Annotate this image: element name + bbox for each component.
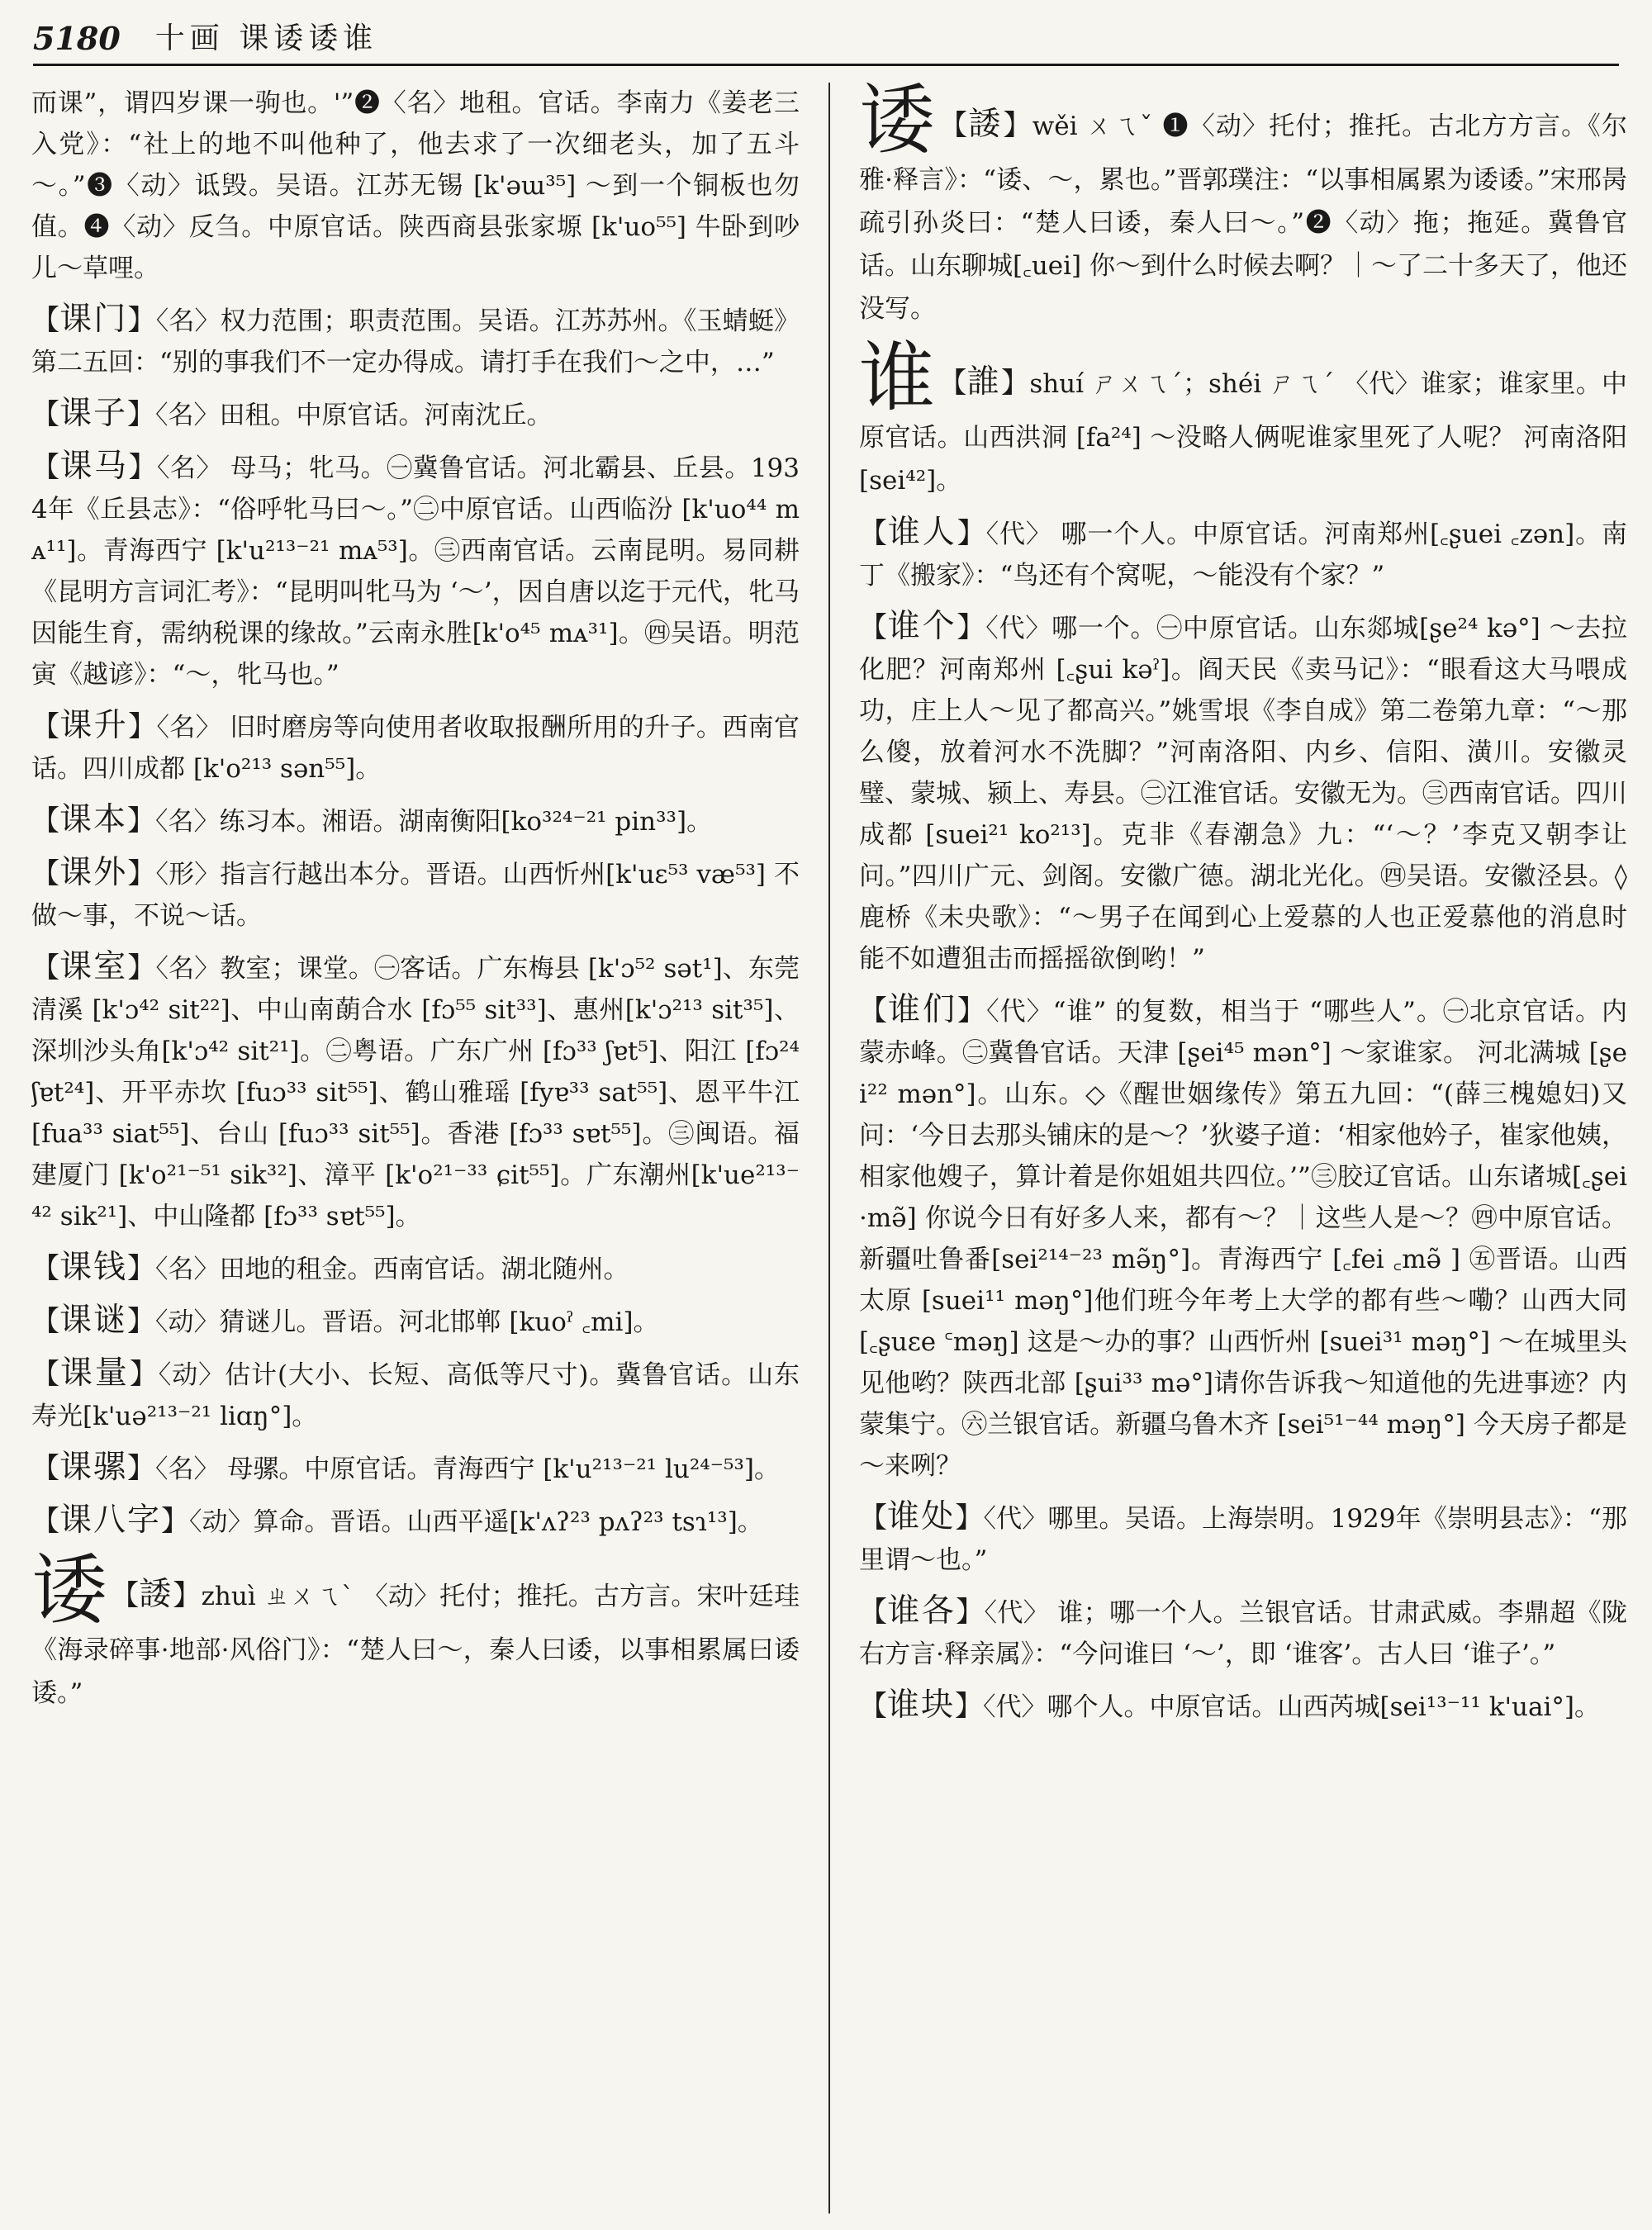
sub-entry: 【课室】〈名〉教室；课堂。㊀客话。广东梅县 [k'ɔ⁵² sət¹]、东莞清溪 [k'ɔ⁴² sit²²]、中山南蓢合水 [fɔ⁵⁵ sit³³]、惠州[k'ɔ²¹³ sit³⁵]、深圳沙头角[k'ɔ⁴² sit²¹]。㊁粤语。广东广州 [fɔ³³ ʃɐt⁵]、阳江 [fɔ²⁴ ʃɐt²⁴]、开平赤坎 [fuɔ³³ sit⁵⁵]、鹤山雅瑶 [fyɐ³³ sat⁵⁵]、恩平牛江 [fua³³ siat⁵⁵]、台山 [fuɔ³³ sit⁵⁵]。香港 [fɔ³³ sɐt⁵⁵]。㊂闽语。福建厦门 [k'o²¹⁻⁵¹ sik³²]、漳平 [k'o²¹⁻³³ ɕit⁵⁵]。广东潮州[k'ue²¹³⁻⁴² sik²¹]、中山隆都 [fɔ³³ sɐt⁵⁵]。 bbox=[31, 948, 800, 1231]
sub-entry: 【课谜】〈动〉猜谜儿。晋语。河北邯郸 [kuoˀ ꜀mi]。 bbox=[31, 1302, 659, 1339]
sub-entry: 【课升】〈名〉 旧时磨房等向使用者收取报酬所用的升子。西南官话。四川成都 [k'o²¹³ sən⁵⁵]。 bbox=[31, 707, 800, 784]
sub-entry: 【谁们】〈代〉“谁” 的复数，相当于 “哪些人”。㊀北京官话。内蒙赤峰。㊁冀鲁官话。天津 [ʂei⁴⁵ mən°] ～家谁家。 河北满城 [ʂei²² mən°]。山东。◇《醒世姻缘传》第五九回：“(薛三槐媳妇)又问：‘今日去那头铺床的是～？’狄婆子道：‘相家他妗子，崔家他姨，相家他嫂子，算计着是你姐姐共四位。’”㊂胶辽官话。山东诸城[꜀ʂei ·mə̃] 你说今日有好多人来，都有～？｜这些人是～？㊃中原官话。新疆吐鲁番[sei²¹⁴⁻²³ mə̃ŋ°]。青海西宁 [꜀fei ꜀mə̃ ] ㊄晋语。山西太原 [suei¹¹ məŋ°]他们班今年考上大学的都有些～嘞？山西大同 [꜀ʂuɛe ꜂məŋ] 这是～办的事？山西忻州 [suei³¹ məŋ°] ～在城里头见他哟？陕西北部 [ʂui³³ mə°]请你告诉我～知道他的先进事迹？内蒙集宁。㊅兰银官话。新疆乌鲁木齐 [sei⁵¹⁻⁴⁴ məŋ°] 今天房子都是～来咧？ bbox=[859, 991, 1627, 1481]
sub-entry: 【课子】〈名〉田租。中原官话。河南沈丘。 bbox=[31, 395, 553, 432]
entry-body: 〈形〉指言行越出本分。晋语。山西忻州[k'uɛ⁵³ væ⁵³] 不做～事，不说～话。 bbox=[31, 860, 800, 931]
page-running-title: 十画 课诿诿谁 bbox=[154, 21, 378, 55]
sub-entry: 【课外】〈形〉指言行越出本分。晋语。山西忻州[k'uɛ⁵³ væ⁵³] 不做～事，不说～话。 bbox=[31, 854, 800, 931]
sub-entry: 【谁个】〈代〉哪一个。㊀中原官话。山东郯城[ʂe²⁴ kə°] ～去拉化肥？河南郑州 [꜀ʂui kəˀ]。阎天民《卖马记》：“眼看这大马喂成功，庄上人～见了都高兴。”姚雪垠《李自成》第二卷第九章：“～那么傻，放着河水不洗脚？”河南洛阳、内乡、信阳、潢川。安徽灵璧、蒙城、颍上、寿县。㊁江淮官话。安徽无为。㊂西南官话。四川成都 [suei²¹ ko²¹³]。克非《春潮急》九：“‘～？’李克又朝李让问。”四川广元、剑阁。安徽广德。湖北光化。㊃吴语。安徽泾县。◊鹿桥《未央歌》：“～男子在闻到心上爱慕的人也正爱慕他的消息时能不如遭狙击而摇摇欲倒哟！” bbox=[859, 608, 1627, 974]
character-entry: 诿 【諉】wěi ㄨㄟˇ ❶〈动〉托付；推托。古北方方言。《尔雅·释言》：“诿、～，累也。”晋郭璞注：“以事相属累为诿诿。”宋邢昺疏引孙炎曰：“楚人曰诿，秦人曰～。”❷〈动〉拖；拖延。冀鲁官话。山东聊城[꜀uei] 你～到什么时候去啊？｜～了二十多天了，他还没写。 bbox=[859, 83, 1627, 330]
entry-body: 〈代〉哪里。吴语。上海崇明。1929年《崇明县志》：“那里谓～也。” bbox=[859, 1504, 1627, 1575]
entry-body: 〈名〉权力范围；职责范围。吴语。江苏苏州。《玉蜻蜓》第二五回：“别的事我们不一定办得成。请打手在我们～之中，…” bbox=[31, 306, 800, 377]
entry-body: wěi ㄨㄟˇ ❶〈动〉托付；推托。古北方方言。《尔雅·释言》：“诿、～，累也。”晋郭璞注：“以事相属累为诿诿。”宋邢昺疏引孙炎曰：“楚人曰诿，秦人曰～。”❷〈动〉拖；拖延。冀鲁官话。山东聊城[꜀uei] 你～到什么时候去啊？｜～了二十多天了，他还没写。 bbox=[859, 112, 1627, 324]
entry-body: 〈名〉 母骡。中原官话。青海西宁 [k'u²¹³⁻²¹ lu²⁴⁻⁵³]。 bbox=[155, 1454, 780, 1484]
sub-entry: 【课马】〈名〉 母马；牝马。㊀冀鲁官话。河北霸县、丘县。1934年《丘县志》：“俗呼牝马曰～。”㊁中原官话。山西临汾 [k'uo⁴⁴ mᴀ¹¹]。青海西宁 [k'u²¹³⁻²¹ mᴀ⁵³]。㊂西南官话。云南昆明。易同耕《昆明方言词汇考》：“昆明叫牝马为 ‘～’，因自唐以迄于元代，牝马因能生育，需纳税课的缘故。”云南永胜[k'o⁴⁵ mᴀ³¹]。㊃吴语。明范寅《越谚》：“～，牝马也。” bbox=[31, 448, 800, 690]
page-number: 5180 bbox=[33, 20, 121, 57]
sub-entry: 【课八字】〈动〉算命。晋语。山西平遥[k'ʌʔ²³ pʌʔ²³ tsɿ¹³]。 bbox=[31, 1502, 763, 1539]
entry-headword: 课谜 bbox=[59, 1302, 128, 1339]
character-headword: 诿 bbox=[859, 83, 937, 164]
sub-entry: 【课骡】〈名〉 母骡。中原官话。青海西宁 [k'u²¹³⁻²¹ lu²⁴⁻⁵³]。 bbox=[31, 1449, 780, 1486]
left-column bbox=[31, 83, 800, 2213]
entry-body: 而课”，谓四岁课一驹也。'”❷〈名〉地租。官话。李南力《姜老三入党》：“社上的地不叫他种了，他去求了一次细老头，加了五斗～。”❸〈动〉诋毁。吴语。江苏无锡 [k'əɯ³⁵] ～到一个铜板也勿值。❹〈动〉反刍。中原官话。陕西商县张家塬 [k'uo⁵⁵] 牛卧到吵儿～草哩。 bbox=[31, 88, 800, 283]
traditional-form: 誰 bbox=[966, 363, 1001, 401]
entry-headword: 课室 bbox=[59, 948, 128, 985]
entry-headword: 课量 bbox=[59, 1355, 130, 1392]
entry-body: 〈动〉估计(大小、长短、高低等尺寸)。冀鲁官话。山东寿光[k'uə²¹³⁻²¹ liɑŋ°]。 bbox=[31, 1360, 800, 1431]
page-header bbox=[33, 15, 1619, 66]
entry-headword: 课八字 bbox=[59, 1502, 162, 1539]
sub-entry: 【谁各】〈代〉 谁；哪一个人。兰银官话。甘肃武威。李鼎超《陇右方言·释亲属》：“今问谁曰 ‘～’，即 ‘谁客’。古人曰 ‘谁子’。” bbox=[859, 1592, 1627, 1669]
right-column bbox=[859, 83, 1627, 2213]
entry-body: 〈名〉 母马；牝马。㊀冀鲁官话。河北霸县、丘县。1934年《丘县志》：“俗呼牝马曰～。”㊁中原官话。山西临汾 [k'uo⁴⁴ mᴀ¹¹]。青海西宁 [k'u²¹³⁻²¹ mᴀ⁵³]。㊂西南官话。云南昆明。易同耕《昆明方言词汇考》：“昆明叫牝马为 ‘～’，因自唐以迄于元代，牝马因能生育，需纳税课的缘故。”云南永胜[k'o⁴⁵ mᴀ³¹]。㊃吴语。明范寅《越谚》：“～，牝马也。” bbox=[31, 453, 800, 690]
entry-headword: 课本 bbox=[59, 801, 128, 838]
sub-entry: 【课门】〈名〉权力范围；职责范围。吴语。江苏苏州。《玉蜻蜓》第二五回：“别的事我们不一定办得成。请打手在我们～之中，…” bbox=[31, 301, 800, 377]
entry-body: 〈名〉教室；课堂。㊀客话。广东梅县 [k'ɔ⁵² sət¹]、东莞清溪 [k'ɔ⁴² sit²²]、中山南蓢合水 [fɔ⁵⁵ sit³³]、惠州[k'ɔ²¹³ sit³⁵]、深圳沙头角[k'ɔ⁴² sit²¹]。㊁粤语。广东广州 [fɔ³³ ʃɐt⁵]、阳江 [fɔ²⁴ ʃɐt²⁴]、开平赤坎 [fuɔ³³ sit⁵⁵]、鹤山雅瑶 [fyɐ³³ sat⁵⁵]、恩平牛江 [fua³³ siat⁵⁵]、台山 [fuɔ³³ sit⁵⁵]。香港 [fɔ³³ sɐt⁵⁵]。㊂闽语。福建厦门 [k'o²¹⁻⁵¹ sik³²]、漳平 [k'o²¹⁻³³ ɕit⁵⁵]。广东潮州[k'ue²¹³⁻⁴² sik²¹]、中山隆都 [fɔ³³ sɐt⁵⁵]。 bbox=[31, 954, 800, 1231]
character-entry: 谁 【誰】shuí ㄕㄨㄟˊ；shéi ㄕㄟˊ 〈代〉谁家；谁家里。中原官话。山西洪洞 [fa²⁴] ～没略人俩呢谁家里死了人呢？ 河南洛阳 [sei⁴²]。 bbox=[859, 334, 1627, 496]
entry-body: 〈动〉算命。晋语。山西平遥[k'ʌʔ²³ pʌʔ²³ tsɿ¹³]。 bbox=[189, 1507, 763, 1537]
entry-body: 〈代〉“谁” 的复数，相当于 “哪些人”。㊀北京官话。内蒙赤峰。㊁冀鲁官话。天津 [ʂei⁴⁵ mən°] ～家谁家。 河北满城 [ʂei²² mən°]。山东。◇《醒世姻缘传》第五九回：“(薛三槐媳妇)又问：‘今日去那头铺床的是～？’狄婆子道：‘相家他妗子，崔家他姨，相家他嫂子，算计着是你姐姐共四位。’”㊂胶辽官话。山东诸城[꜀ʂei ·mə̃] 你说今日有好多人来，都有～？｜这些人是～？㊃中原官话。新疆吐鲁番[sei²¹⁴⁻²³ mə̃ŋ°]。青海西宁 [꜀fei ꜀mə̃ ] ㊄晋语。山西太原 [suei¹¹ məŋ°]他们班今年考上大学的都有些～嘞？山西大同 [꜀ʂuɛe ꜂məŋ] 这是～办的事？山西忻州 [suei³¹ məŋ°] ～在城里头见他哟？陕西北部 [ʂui³³ mə°]请你告诉我～知道他的先进事迹？内蒙集宁。㊅兰银官话。新疆乌鲁木齐 [sei⁵¹⁻⁴⁴ məŋ°] 今天房子都是～来咧？ bbox=[859, 997, 1627, 1481]
sub-entry: 【谁块】〈代〉哪个人。中原官话。山西芮城[sei¹³⁻¹¹ k'uai°]。 bbox=[859, 1687, 1600, 1724]
entry-headword: 课子 bbox=[59, 395, 128, 432]
column-divider bbox=[828, 83, 830, 2213]
entry-body: 〈动〉猜谜儿。晋语。河北邯郸 [kuoˀ ꜀mi]。 bbox=[155, 1307, 659, 1337]
traditional-form: 諉 bbox=[139, 1576, 173, 1613]
traditional-form: 諉 bbox=[968, 106, 1004, 143]
entry-body: 〈名〉田地的租金。西南官话。湖北随州。 bbox=[155, 1255, 629, 1284]
sub-entry: 【课量】〈动〉估计(大小、长短、高低等尺寸)。冀鲁官话。山东寿光[k'uə²¹³⁻²¹ liɑŋ°]。 bbox=[31, 1355, 800, 1431]
entry-headword: 谁们 bbox=[888, 991, 958, 1028]
entry-headword: 课钱 bbox=[59, 1249, 128, 1286]
character-entry: 诿 【諉】zhuì ㄓㄨㄟˋ 〈动〉托付；推托。古方言。宋叶廷珪《海录碎事·地部·风俗门》：“楚人曰～，秦人曰诿，以事相累属曰诿诿。” bbox=[31, 1546, 800, 1708]
sub-entry: 【谁人】〈代〉 哪一个人。中原官话。河南郑州[꜀ʂuei ꜀zən]。南丁《搬家》：“鸟还有个窝呢，～能没有个家？” bbox=[859, 514, 1627, 591]
entry-headword: 谁块 bbox=[887, 1687, 956, 1724]
entry-body: 〈代〉哪个人。中原官话。山西芮城[sei¹³⁻¹¹ k'uai°]。 bbox=[983, 1692, 1600, 1722]
entry-headword: 谁处 bbox=[887, 1498, 956, 1535]
entry-headword: 课骡 bbox=[59, 1449, 128, 1486]
sub-entry: 【课钱】〈名〉田地的租金。西南官话。湖北随州。 bbox=[31, 1249, 629, 1286]
entry-headword: 课门 bbox=[59, 301, 128, 338]
entry-body: zhuì ㄓㄨㄟˋ 〈动〉托付；推托。古方言。宋叶廷珪《海录碎事·地部·风俗门》：“楚人曰～，秦人曰诿，以事相累属曰诿诿。” bbox=[31, 1582, 800, 1708]
entry-headword: 谁人 bbox=[887, 514, 957, 551]
entry-headword: 课马 bbox=[59, 448, 129, 485]
entry-headword: 课升 bbox=[59, 707, 129, 744]
entry-body: 〈名〉 旧时磨房等向使用者收取报酬所用的升子。西南官话。四川成都 [k'o²¹³ sən⁵⁵]。 bbox=[31, 713, 800, 784]
entry-headword: 谁个 bbox=[887, 608, 957, 645]
entry-body: 〈代〉 谁；哪一个人。兰银官话。甘肃武威。李鼎超《陇右方言·释亲属》：“今问谁曰 ‘～’，即 ‘谁客’。古人曰 ‘谁子’。” bbox=[859, 1598, 1627, 1669]
entry-headword: 谁各 bbox=[887, 1592, 957, 1630]
character-headword: 诿 bbox=[31, 1546, 108, 1635]
character-headword: 谁 bbox=[859, 334, 936, 422]
entry-body: shuí ㄕㄨㄟˊ；shéi ㄕㄟˊ 〈代〉谁家；谁家里。中原官话。山西洪洞 [fa²⁴] ～没略人俩呢谁家里死了人呢？ 河南洛阳 [sei⁴²]。 bbox=[859, 369, 1627, 496]
continuation-entry bbox=[31, 83, 800, 289]
entry-headword: 课外 bbox=[59, 854, 128, 891]
entry-body: 〈代〉哪一个。㊀中原官话。山东郯城[ʂe²⁴ kə°] ～去拉化肥？河南郑州 [꜀ʂui kəˀ]。阎天民《卖马记》：“眼看这大马喂成功，庄上人～见了都高兴。”姚雪垠《李自成》第二卷第九章：“～那么傻，放着河水不洗脚？”河南洛阳、内乡、信阳、潢川。安徽灵璧、蒙城、颍上、寿县。㊁江淮官话。安徽无为。㊂西南官话。四川成都 [suei²¹ ko²¹³]。克非《春潮急》九：“‘～？’李克又朝李让问。”四川广元、剑阁。安徽广德。湖北光化。㊃吴语。安徽泾县。◊鹿桥《未央歌》：“～男子在闻到心上爱慕的人也正爱慕他的消息时能不如遭狙击而摇摇欲倒哟！” bbox=[859, 614, 1627, 974]
entry-body: 〈名〉田租。中原官话。河南沈丘。 bbox=[155, 401, 553, 430]
entry-body: 〈名〉练习本。湘语。湖南衡阳[ko³²⁴⁻²¹ pin³³]。 bbox=[155, 807, 713, 837]
sub-entry: 【课本】〈名〉练习本。湘语。湖南衡阳[ko³²⁴⁻²¹ pin³³]。 bbox=[31, 801, 713, 838]
entry-body: 〈代〉 哪一个人。中原官话。河南郑州[꜀ʂuei ꜀zən]。南丁《搬家》：“鸟还有个窝呢，～能没有个家？” bbox=[859, 520, 1627, 591]
sub-entry: 【谁处】〈代〉哪里。吴语。上海崇明。1929年《崇明县志》：“那里谓～也。” bbox=[859, 1498, 1627, 1575]
